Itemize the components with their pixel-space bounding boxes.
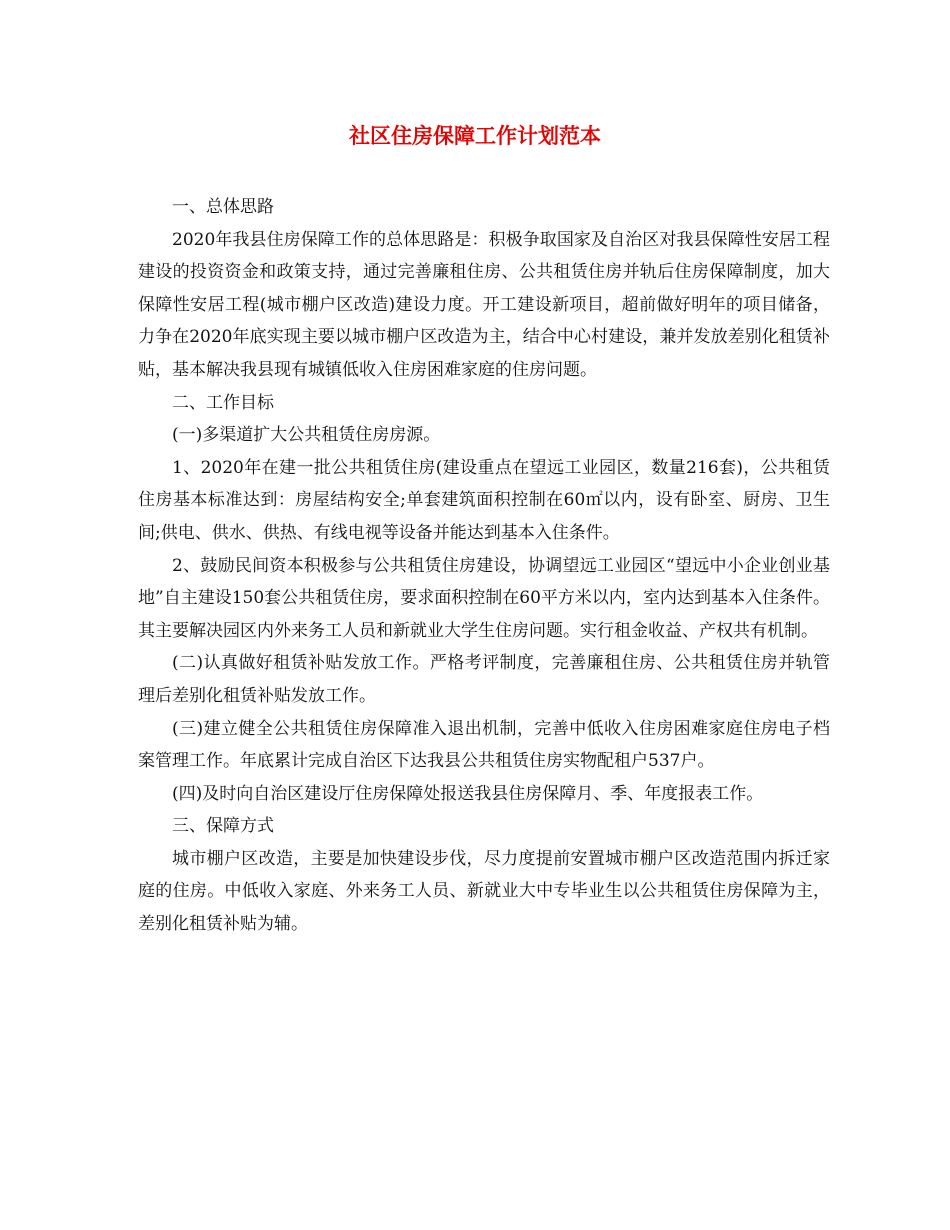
section-heading-methods: 三、保障方式 [172, 816, 274, 837]
paragraph-access-exit: (三)建立健全公共租赁住房保障准入退出机制，完善中低收入住房困难家庭住房电子档案管理工作。年底累计完成自治区下达我县公共租赁住房实物配租户537户。 [138, 718, 830, 772]
paragraph-methods: 城市棚户区改造，主要是加快建设步伐，尽力度提前安置城市棚户区改造范围内拆迁家庭的住房。中低收入家庭、外来务工人员、新就业大中专毕业生以公共租赁住房保障为主，差别化租赁补贴为辅。 [138, 848, 830, 935]
subsection-heading-housing-sources: (一)多渠道扩大公共租赁住房房源。 [172, 425, 441, 446]
section-heading-goals: 二、工作目标 [172, 392, 274, 413]
document-body [138, 191, 830, 941]
paragraph-item-2: 2、鼓励民间资本积极参与公共租赁住房建设，协调望远工业园区“望远中小企业创业基地”自主建设150套公共租赁住房，要求面积控制在60平方米以内，室内达到基本入住条件。其主要解决园区内外来务工人员和新就业大学生住房问题。实行租金收益、产权共有机制。 [138, 555, 830, 641]
paragraph-rental-subsidy: (二)认真做好租赁补贴发放工作。严格考评制度，完善廉租住房、公共租赁住房并轨管理后差别化租赁补贴发放工作。 [138, 653, 830, 706]
paragraph-overall-approach: 2020年我县住房保障工作的总体思路是：积极争取国家及自治区对我县保障性安居工程建设的投资资金和政策支持，通过完善廉租住房、公共租赁住房并轨后住房保障制度，加大保障性安居工程(城市棚户区改造)建设力度。开工建设新项目，超前做好明年的项目储备，力争在2020年底实现主要以城市棚户区改造为主，结合中心村建设，兼并发放差别化租赁补贴，基本解决我县现有城镇低收入住房困难家庭的住房问题。 [138, 229, 830, 380]
paragraph-reporting: (四)及时向自治区建设厅住房保障处报送我县住房保障月、季、年度报表工作。 [172, 783, 764, 804]
paragraph-item-1: 1、2020年在建一批公共租赁住房(建设重点在望远工业园区，数量216套)，公共租赁住房基本标准达到：房屋结构安全;单套建筑面积控制在60㎡以内，设有卧室、厨房、卫生间;供电、供水、供热、有线电视等设备并能达到基本入住条件。 [138, 457, 830, 543]
section-heading-overall: 一、总体思路 [172, 197, 274, 217]
document-title: 社区住房保障工作计划范本 [349, 123, 601, 148]
